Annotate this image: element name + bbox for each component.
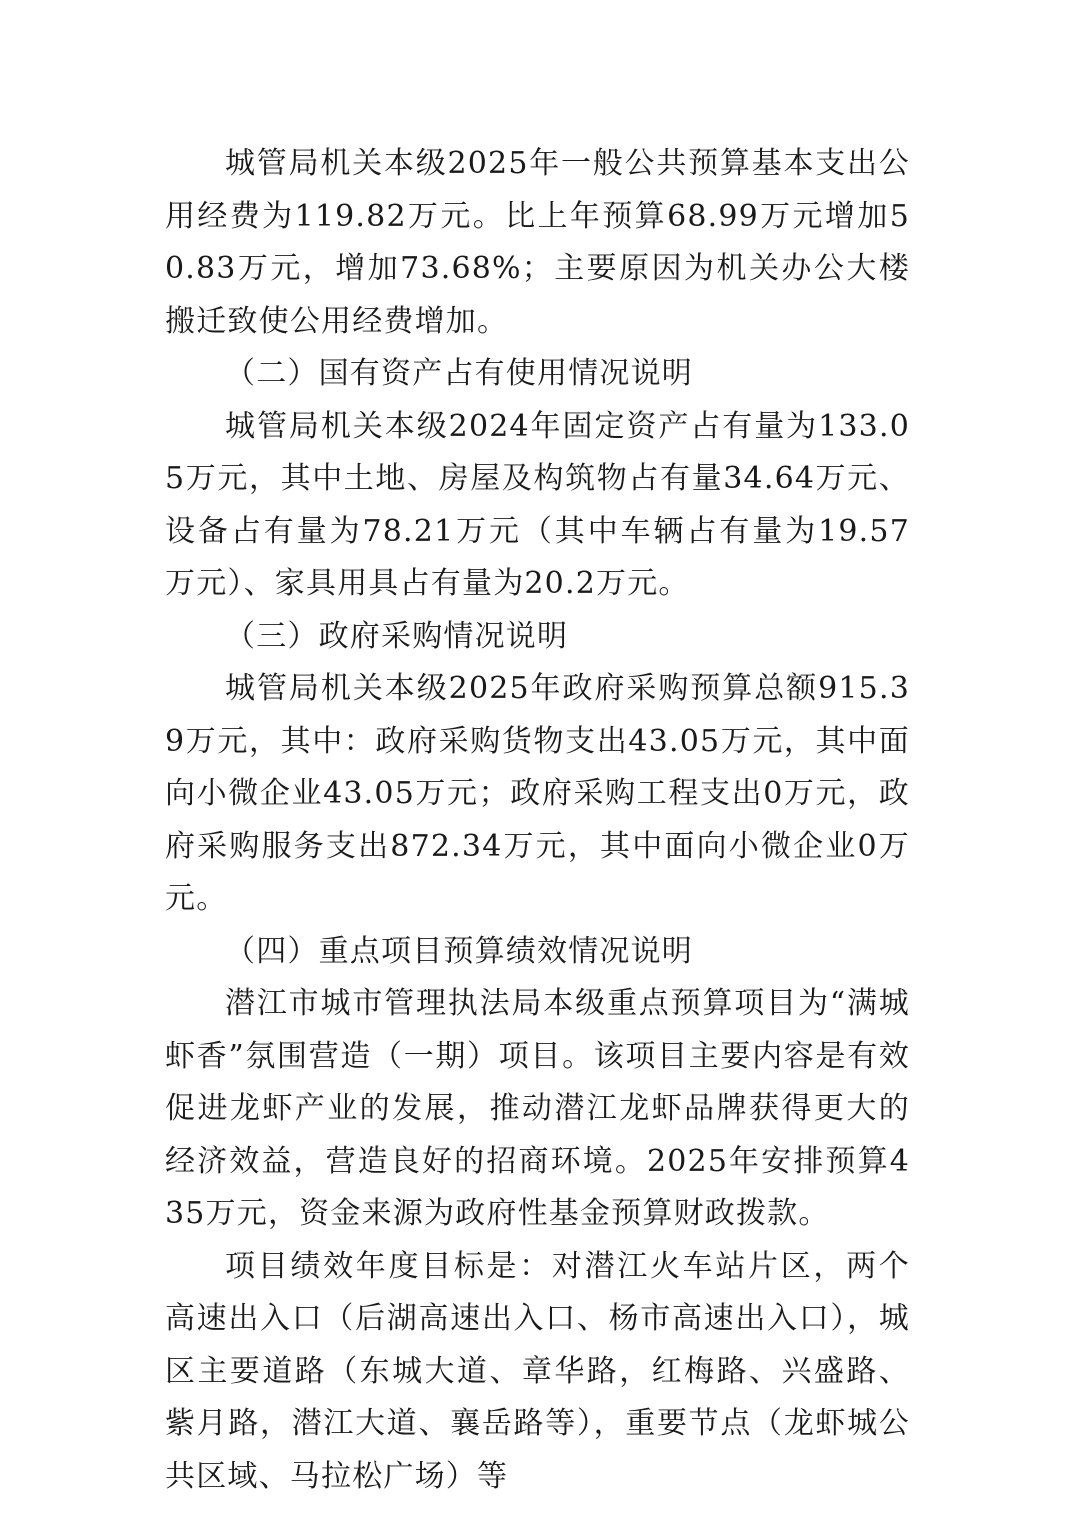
paragraph-fixed-assets: 城管局机关本级2024年固定资产占有量为133.05万元，其中土地、房屋及构筑物占有量34.64万元、设备占有量为78.21万元（其中车辆占有量为19.57万元）、家具用具占有量为20.2万元。: [165, 408, 910, 601]
paragraph-procurement: 城管局机关本级2025年政府采购预算总额915.39万元，其中：政府采购货物支出43.05万元，其中面向小微企业43.05万元；政府采购工程支出0万元，政府采购服务支出872.34万元，其中面向小微企业0万元。: [165, 671, 910, 916]
document-body: [165, 138, 910, 1503]
section-heading-state-assets: （二）国有资产占有使用情况说明: [225, 356, 693, 391]
section-heading-key-project: （四）重点项目预算绩效情况说明: [225, 933, 693, 969]
paragraph-key-project: 潜江市城市管理执法局本级重点预算项目为“满城虾香”氛围营造（一期）项目。该项目主要内容是有效促进龙虾产业的发展，推动潜江龙虾品牌获得更大的经济效益，营造良好的招商环境。2025年安排预算435万元，资金来源为政府性基金预算财政拨款。: [165, 986, 910, 1231]
paragraph-public-funds: 城管局机关本级2025年一般公共预算基本支出公用经费为119.82万元。比上年预算68.99万元增加50.83万元，增加73.68%；主要原因为机关办公大楼搬迁致使公用经费增加。: [165, 146, 910, 339]
paragraph-project-goals: 项目绩效年度目标是：对潜江火车站片区，两个高速出入口（后湖高速出入口、杨市高速出入口），城区主要道路（东城大道、章华路，红梅路、兴盛路、紫月路，潜江大道、襄岳路等），重要节点（龙虾城公共区域、马拉松广场）等: [165, 1248, 910, 1494]
section-heading-procurement: （三）政府采购情况说明: [225, 618, 569, 654]
